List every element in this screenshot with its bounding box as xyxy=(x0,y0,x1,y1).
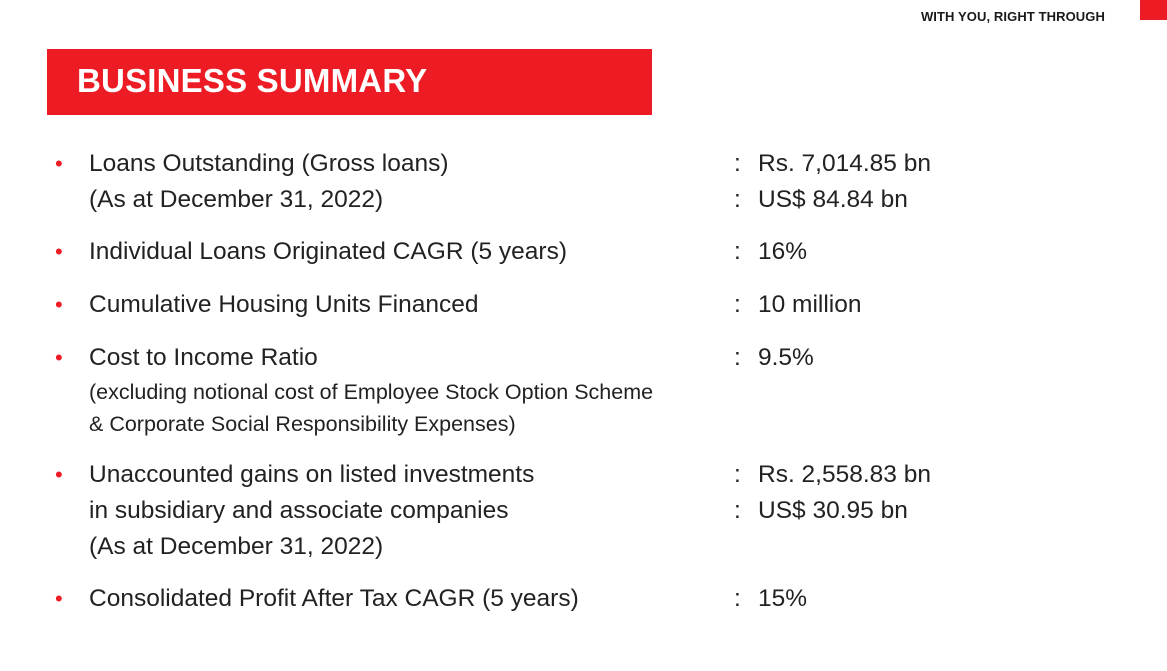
item-label xyxy=(89,457,729,565)
item-value: Rs. 2,558.83 bn xyxy=(758,461,931,488)
item-values xyxy=(734,234,1154,270)
page-title: BUSINESS SUMMARY xyxy=(77,62,428,99)
separator-colon: : xyxy=(734,291,741,318)
item-label xyxy=(89,234,729,270)
item-value-line xyxy=(734,146,1154,182)
bullet-icon: • xyxy=(55,462,63,487)
separator-colon: : xyxy=(734,585,741,612)
item-value-line xyxy=(734,457,1154,493)
item-label-line: in subsidiary and associate companies xyxy=(89,497,509,524)
item-label-line: (As at December 31, 2022) xyxy=(89,186,384,213)
bullet-icon: • xyxy=(55,151,63,176)
item-note-line: & Corporate Social Responsibility Expenses) xyxy=(89,412,516,436)
bullet-icon: • xyxy=(55,239,63,264)
item-values xyxy=(734,457,1154,529)
item-value-line xyxy=(734,234,1154,270)
bullet-icon: • xyxy=(55,345,63,370)
item-values xyxy=(734,340,1154,376)
item-label xyxy=(89,287,729,323)
item-label xyxy=(89,581,729,617)
item-values xyxy=(734,581,1154,617)
item-value-line xyxy=(734,287,1154,323)
item-value: US$ 30.95 bn xyxy=(758,497,908,524)
separator-colon: : xyxy=(734,186,741,213)
item-label xyxy=(89,146,729,218)
item-value: 10 million xyxy=(758,291,862,318)
item-value-line xyxy=(734,182,1154,218)
item-value-line xyxy=(734,493,1154,529)
item-values xyxy=(734,287,1154,323)
separator-colon: : xyxy=(734,497,741,524)
item-label-line: Cumulative Housing Units Financed xyxy=(89,291,479,318)
item-label-line: Loans Outstanding (Gross loans) xyxy=(89,150,449,177)
item-label-line: Consolidated Profit After Tax CAGR (5 years) xyxy=(89,585,579,612)
item-value: 16% xyxy=(758,238,808,265)
title-banner xyxy=(47,49,652,115)
item-label-line: Cost to Income Ratio xyxy=(89,344,318,371)
item-value: 15% xyxy=(758,585,808,612)
corner-accent-block xyxy=(1140,0,1167,20)
separator-colon: : xyxy=(734,238,741,265)
item-label-line: Unaccounted gains on listed investments xyxy=(89,461,535,488)
item-value-line xyxy=(734,581,1154,617)
bullet-icon: • xyxy=(55,292,63,317)
item-label xyxy=(89,340,729,440)
separator-colon: : xyxy=(734,344,741,371)
separator-colon: : xyxy=(734,461,741,488)
separator-colon: : xyxy=(734,150,741,177)
bullet-icon: • xyxy=(55,586,63,611)
item-label-line: (As at December 31, 2022) xyxy=(89,533,384,560)
item-note-line: (excluding notional cost of Employee Stock Option Scheme xyxy=(89,380,654,404)
item-values xyxy=(734,146,1154,218)
header-tagline: WITH YOU, RIGHT THROUGH xyxy=(920,9,1105,24)
item-value: 9.5% xyxy=(758,344,814,371)
item-value: US$ 84.84 bn xyxy=(758,186,908,213)
item-value-line xyxy=(734,340,1154,376)
item-label-line: Individual Loans Originated CAGR (5 years) xyxy=(89,238,567,265)
item-value: Rs. 7,014.85 bn xyxy=(758,150,931,177)
